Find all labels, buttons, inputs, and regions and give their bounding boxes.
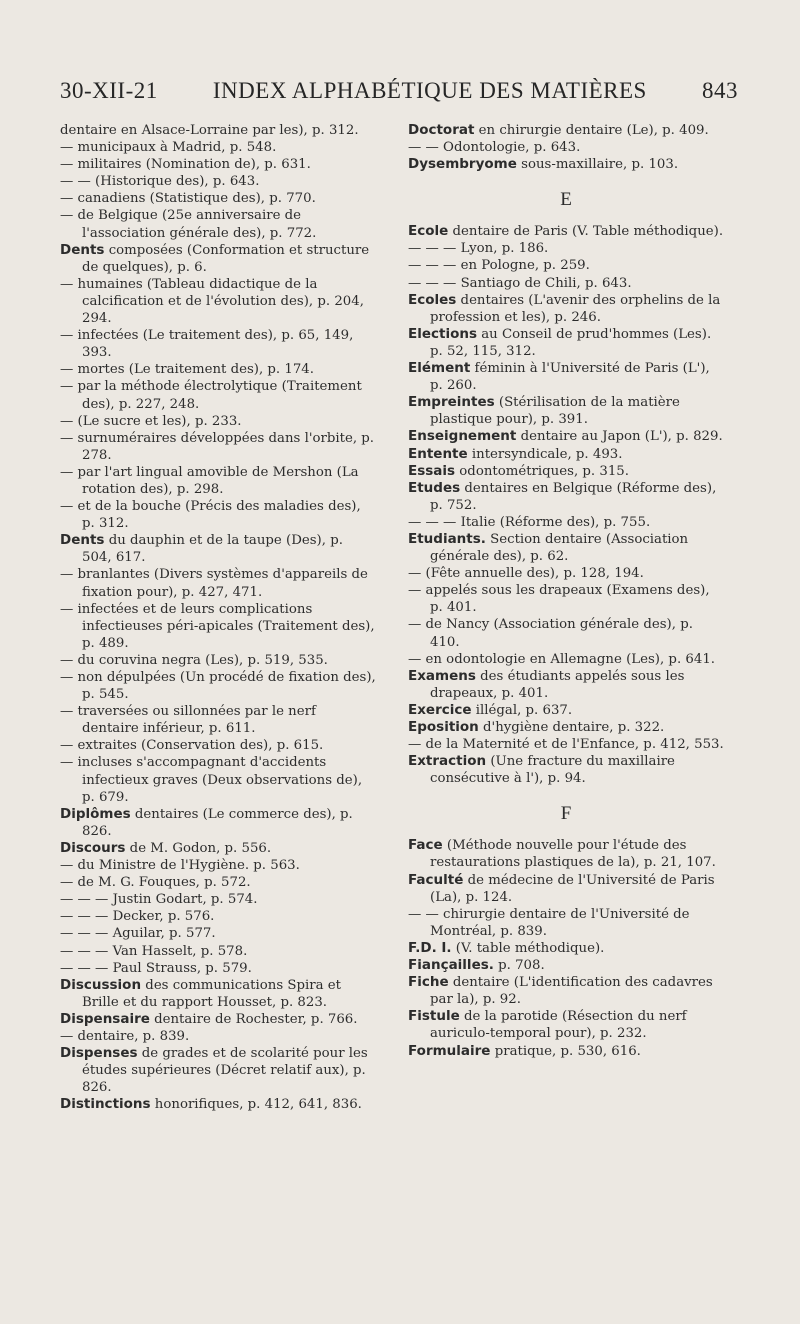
entry-text: — dentaire, p. 839. [60,1028,190,1044]
entry-text: — — — en Pologne, p. 259. [408,258,590,274]
entry-heading: F.D. I. [408,939,452,956]
entry-heading: Dents [60,241,105,258]
index-entry [60,327,376,361]
entry-text: — en odontologie en Allemagne (Les), p. 641. [408,651,716,667]
entry-text: — non dépulpées (Un procédé de fixation des), p. 545. [60,670,376,703]
entry-text: (Méthode nouvelle pour l'étude des restaurations plastiques de la), p. 21, 107. [430,838,716,871]
index-entry [408,668,724,702]
entry-text: — — chirurgie dentaire de l'Université de Montréal, p. 839. [408,906,690,939]
index-entry [408,753,724,787]
entry-text: dentaire de Rochester, p. 766. [149,1011,358,1027]
entry-text: honorifiques, p. 412, 641, 836. [150,1097,362,1113]
index-entry [60,173,376,190]
index-entry [60,1096,376,1113]
entry-text: — — — Van Hasselt, p. 578. [60,943,248,959]
entry-heading: Faculté [408,871,464,888]
entry-text: — militaires (Nomination de), p. 631. [60,157,311,173]
index-entry [408,463,724,480]
entry-text: sous-maxillaire, p. 103. [516,157,679,173]
index-entry [60,652,376,669]
entry-heading: Ecoles [408,291,457,308]
index-entry [60,156,376,173]
index-entry [408,223,724,240]
section-letter: F [560,803,572,825]
header-date: 30-XII-21 [60,78,158,103]
entry-text: — par l'art lingual amovible de Mershon (La rotation des), p. 298. [60,464,359,497]
index-entry [60,754,376,805]
entry-text: — infectées et de leurs complications infectieuses péri-apicales (Traitement des), p. 489. [60,601,375,651]
entry-text: — traversées ou sillonnées par le nerf dentaire inférieur, p. 611. [60,704,316,737]
index-entry [60,190,376,207]
index-entry [408,906,724,940]
index-entry [408,531,724,565]
entry-text: d'hygiène dentaire, p. 322. [478,720,665,735]
entry-text: — (Fête annuelle des), p. 128, 194. [408,566,644,582]
index-entry [408,139,724,156]
index-entry [60,806,376,840]
entry-heading: Essais [408,462,456,479]
entry-text: — de Belgique (25e anniversaire de l'association générale des), p. 772. [60,208,317,241]
entry-heading: Dispenses [60,1045,138,1062]
index-entry [60,737,376,754]
entry-text: au Conseil de prud'hommes (Les). p. 52, 115, 312. [430,326,712,359]
entry-text: de grades et de scolarité pour les études supérieures (Décret relatif aux), p. 826. [82,1046,368,1096]
entry-heading: Fiançailles. [408,957,494,974]
index-entry [60,1028,376,1045]
entry-text: dentaires en Belgique (Réforme des), p. 752. [430,480,717,513]
entry-heading: Discours [60,839,126,856]
entry-heading: Ecole [408,223,449,240]
entry-text: intersyndicale, p. 493. [467,446,623,462]
index-entry [60,960,376,977]
entry-text: — et de la bouche (Précis des maladies des), p. 312. [60,499,361,532]
entry-heading: Distinctions [60,1096,151,1113]
entry-text: pratique, p. 530, 616. [490,1043,641,1059]
index-entry [408,292,724,326]
index-entry [408,514,724,531]
entry-text: — extraites (Conservation des), p. 615. [60,738,324,754]
entry-text: dentaire au Japon (L'), p. 829. [516,429,723,445]
entry-text: — surnuméraires développées dans l'orbite, p. 278. [60,430,375,463]
entry-text: de la parotide (Résection du nerf auriculo-temporal pour), p. 232. [430,1009,687,1042]
entry-heading: Dents [60,532,105,549]
entry-text: — du Ministre de l'Hygiène. p. 563. [60,858,300,874]
entry-text: illégal, p. 637. [471,702,573,718]
entry-text: dentaire de Paris (V. Table méthodique). [448,224,724,240]
entry-text: — — — Lyon, p. 186. [408,241,549,257]
entry-text: — de la Maternité et de l'Enfance, p. 412, 553. [408,737,724,753]
entry-heading: Formulaire [408,1042,491,1059]
entry-heading: Etudiants. [408,530,486,547]
entry-text: — — (Historique des), p. 643. [60,174,260,190]
index-entry [60,977,376,1011]
index-entry [60,207,376,241]
entry-text: de M. Godon, p. 556. [125,840,272,856]
entry-text: — municipaux à Madrid, p. 548. [60,140,277,156]
entry-heading: Dysembryome [408,156,517,173]
index-entry [408,702,724,719]
index-entry [408,326,724,360]
index-entry [60,857,376,874]
index-entry [60,943,376,960]
entry-text: — (Le sucre et les), p. 233. [60,413,242,429]
entry-text: — du coruvina negra (Les), p. 519, 535. [60,652,328,668]
index-entry [408,565,724,582]
entry-heading: Empreintes [408,394,495,411]
index-entry [60,413,376,430]
index-entry [408,275,724,292]
entry-text: (Stérilisation de la matière plastique pour), p. 391. [430,395,680,428]
header-title: INDEX ALPHABÉTIQUE DES MATIÈRES [212,78,647,103]
entry-text: — mortes (Le traitement des), p. 174. [60,362,314,378]
index-entry [408,240,724,257]
entry-text: du dauphin et de la taupe (Des), p. 504, 617. [82,533,343,566]
entry-heading: Elément [408,360,471,377]
entry-text: — — Odontologie, p. 643. [408,140,581,156]
entry-heading: Extraction [408,753,487,770]
index-entry [408,872,724,906]
entry-heading: Enseignement [408,428,517,445]
entry-text: composées (Conformation et structure de quelques), p. 6. [82,242,370,275]
index-entry [60,669,376,703]
index-entry [408,394,724,428]
entry-heading: Fistule [408,1008,460,1025]
entry-text: p. 708. [493,958,545,974]
entry-text: — branlantes (Divers systèmes d'appareils de fixation pour), p. 427, 471. [60,567,368,600]
entry-heading: Discussion [60,976,142,993]
entry-heading: Dispensaire [60,1010,150,1027]
index-entry [408,122,724,139]
index-entry [60,122,376,139]
entry-heading: Examens [408,667,476,684]
index-entry [60,430,376,464]
index-entry [60,703,376,737]
entry-heading: Entente [408,445,468,462]
index-entry [408,651,724,668]
index-entry [408,360,724,394]
entry-text: — — — Justin Godart, p. 574. [60,892,258,908]
index-entry [60,908,376,925]
index-entry [408,1008,724,1042]
index-entry [60,840,376,857]
entry-text: — de M. G. Fouques, p. 572. [60,875,251,891]
index-entry [60,378,376,412]
entry-heading: Elections [408,325,478,342]
entry-text: féminin à l'Université de Paris (L'), p. 260. [430,361,710,394]
index-entry [408,719,724,736]
index-entry [60,891,376,908]
index-entry [408,1043,724,1060]
running-header [60,78,738,112]
left-column [60,122,376,1113]
entry-heading: Diplômes [60,805,131,822]
index-entry [60,601,376,652]
entry-text: — de Nancy (Association générale des), p. 410. [408,617,693,650]
entry-text: dentaires (L'avenir des orphelins de la profession et les), p. 246. [430,292,721,325]
right-column [408,122,724,1060]
entry-text: des communications Spira et Brille et du rapport Housset, p. 823. [82,977,341,1010]
entry-text: de médecine de l'Université de Paris (La), p. 124. [430,872,715,905]
entry-heading: Face [408,837,443,854]
entry-text: odontométriques, p. 315. [455,463,629,479]
entry-text: dentaires (Le commerce des), p. 826. [82,806,353,839]
index-entry [408,736,724,753]
index-entry [408,974,724,1008]
entry-text: en chirurgie dentaire (Le), p. 409. [474,123,709,138]
index-entry [408,940,724,957]
index-entry [408,837,724,871]
entry-text: — infectées (Le traitement des), p. 65, 149, 393. [60,328,354,361]
index-entry [408,582,724,616]
entry-text: dentaire en Alsace-Lorraine par les), p. 312. [60,123,359,138]
entry-text: — — — Italie (Réforme des), p. 755. [408,514,651,530]
entry-text: — canadiens (Statistique des), p. 770. [60,191,316,207]
entry-text: — humaines (Tableau didactique de la calcification et de l'évolution des), p. 204, 294. [60,276,364,327]
entry-text: — appelés sous les drapeaux (Examens des), p. 401. [408,583,710,616]
header-page-number: 843 [702,78,738,103]
index-columns [60,122,748,1292]
entry-text: Section dentaire (Association générale des), p. 62. [430,531,689,565]
entry-heading: Eposition [408,719,479,735]
entry-text: — incluses s'accompagnant d'accidents infectieux graves (Deux observations de), p. 679. [60,755,363,805]
index-entry [408,957,724,974]
entry-text: dentaire (L'identification des cadavres par la), p. 92. [430,975,713,1008]
index-entry [60,139,376,156]
index-entry [408,428,724,445]
index-entry [408,446,724,463]
index-entry [408,480,724,514]
index-entry [60,242,376,276]
index-entry [408,616,724,650]
entry-heading: Fiche [408,974,449,991]
index-entry [60,1045,376,1096]
entry-heading: Etudes [408,479,461,496]
index-entry [60,532,376,566]
index-entry [60,925,376,942]
entry-text: des étudiants appelés sous les drapeaux, p. 401. [430,668,685,701]
entry-text: (Une fracture du maxillaire consécutive à l'), p. 94. [430,754,675,787]
entry-text: — — — Santiago de Chili, p. 643. [408,275,632,291]
entry-text: — — — Decker, p. 576. [60,909,215,925]
entry-text: (V. table méthodique). [451,940,605,956]
index-entry [60,361,376,378]
index-entry [408,156,724,173]
entry-heading: Doctorat [408,122,475,138]
index-entry [408,257,724,274]
index-entry [60,276,376,327]
index-entry [60,498,376,532]
entry-text: — par la méthode électrolytique (Traitement des), p. 227, 248. [60,379,362,412]
section-letter: E [560,189,572,211]
index-entry [60,464,376,498]
index-entry [60,874,376,891]
index-entry [60,1011,376,1028]
entry-text: — — — Aguilar, p. 577. [60,926,216,942]
entry-text: — — — Paul Strauss, p. 579. [60,960,252,976]
entry-heading: Exercice [408,701,472,718]
index-entry [60,566,376,600]
